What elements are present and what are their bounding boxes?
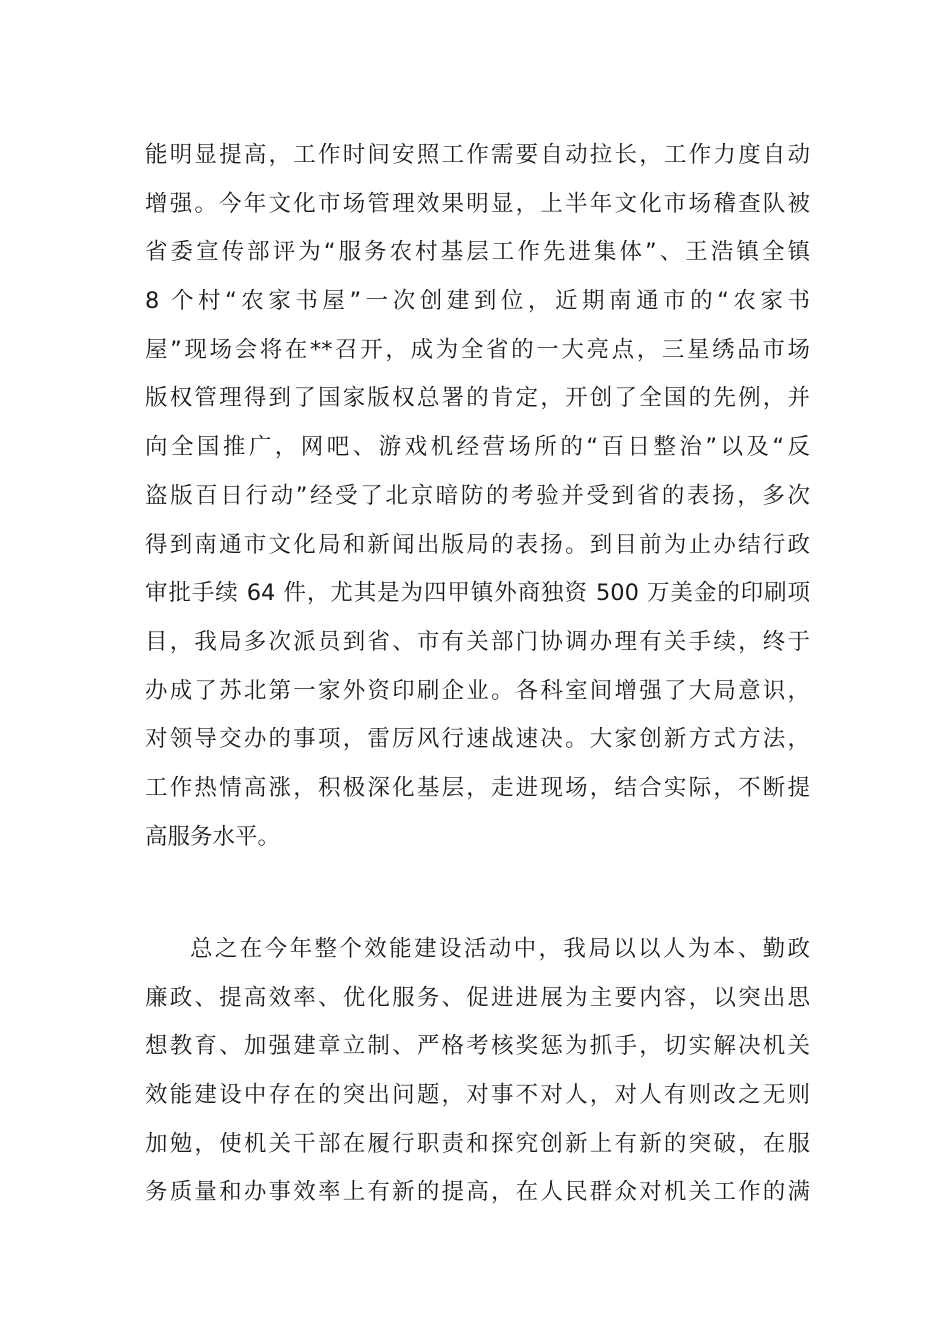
text-line: 增强。今年文化市场管理效果明显，上半年文化市场稽查队被	[145, 190, 810, 217]
text-line: 得到南通市文化局和新闻出版局的表扬。到目前为止办结行政	[145, 531, 810, 558]
text-line: 工作热情高涨，积极深化基层，走进现场，结合实际，不断提	[145, 774, 810, 801]
text-line: 办成了苏北第一家外资印刷企业。各科室间增强了大局意识，	[145, 677, 810, 704]
text-line: 向全国推广，网吧、游戏机经营场所的“百日整治”以及“反	[145, 434, 810, 461]
text-line: 廉政、提高效率、优化服务、促进进展为主要内容，以突出思	[145, 984, 810, 1011]
text-line: 对领导交办的事项，雷厉风行速战速决。大家创新方式方法，	[145, 726, 810, 753]
text-line: 能明显提高，工作时间安照工作需要自动拉长，工作力度自动	[145, 142, 810, 168]
text-line: 8 个村“农家书屋”一次创建到位，近期南通市的“农家书	[145, 288, 810, 315]
paragraph-1	[145, 131, 810, 861]
text-line: 效能建设中存在的突出问题，对事不对人，对人有则改之无则	[145, 1082, 810, 1109]
text-line: 版权管理得到了国家版权总署的肯定，开创了全国的先例，并	[145, 385, 810, 412]
text-line: 加勉，使机关干部在履行职责和探究创新上有新的突破，在服	[145, 1130, 810, 1157]
text-line: 高服务水平。	[145, 823, 281, 850]
text-line: 盗版百日行动”经受了北京暗防的考验并受到省的表扬，多次	[145, 482, 810, 509]
text-line: 屋”现场会将在**召开，成为全省的一大亮点，三星绣品市场	[145, 336, 810, 363]
paragraph-2	[145, 925, 810, 1217]
text-line: 务质量和办事效率上有新的提高，在人民群众对机关工作的满	[145, 1179, 810, 1206]
text-line: 目，我局多次派员到省、市有关部门协调办理有关手续，终于	[145, 628, 810, 655]
text-line: 想教育、加强建章立制、严格考核奖惩为抓手，切实解决机关	[145, 1033, 810, 1060]
text-line: 审批手续 64 件，尤其是为四甲镇外商独资 500 万美金的印刷项	[145, 580, 810, 607]
text-line: 总之在今年整个效能建设活动中，我局以以人为本、勤政	[190, 936, 810, 962]
text-line: 省委宣传部评为“服务农村基层工作先进集体”、王浩镇全镇	[145, 239, 810, 266]
